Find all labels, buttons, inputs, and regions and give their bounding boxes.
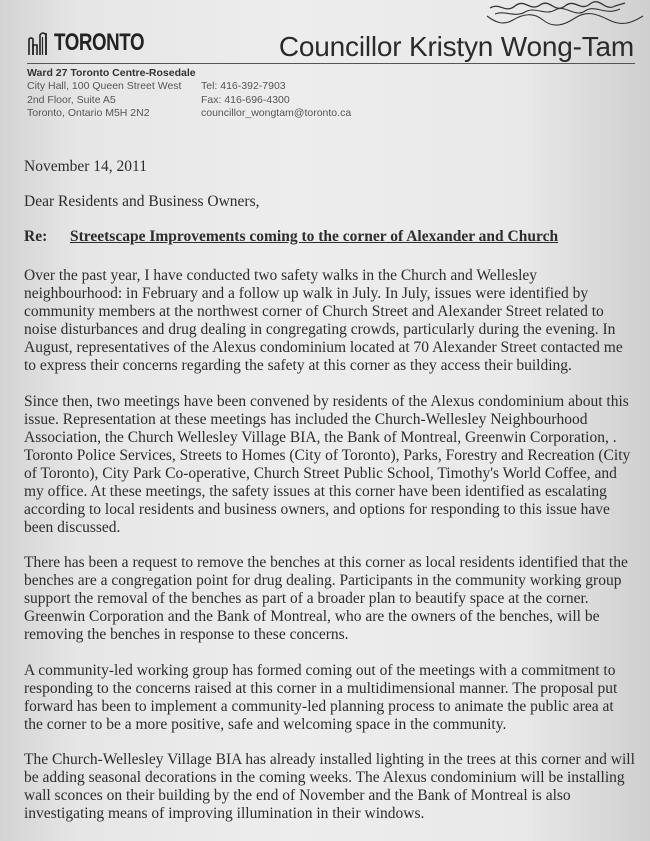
letter-date: November 14, 2011 [24, 158, 147, 175]
councillor-title: Councillor Kristyn Wong-Tam [278, 31, 634, 62]
paragraph-working-group: A community-led working group has formed coming out of the meetings with a commitment to responding to the concerns raised at this corner in a multidimensional manner. The proposal put forward has been to implement a community-led planning process to animate the public area at the corner to be a more positive, safe and welcoming space in the community. [24, 661, 618, 733]
email: councillor_wongtam@toronto.ca [201, 107, 352, 119]
address-line-2: 2nd Floor, Suite A5 [27, 93, 116, 106]
ward-name: Ward 27 Toronto Centre-Rosedale [27, 67, 196, 79]
toronto-logo [27, 31, 170, 55]
re-subject: Streetscape Improvements coming to the corner of Alexander and Church [70, 228, 559, 245]
office-address [27, 80, 181, 121]
address-line-1: City Hall, 100 Queen Street West [27, 80, 182, 92]
telephone: Tel: 416-392-7903 [201, 80, 286, 92]
fax: Fax: 416-696-4300 [201, 93, 290, 106]
signature-scribble-icon [485, 0, 645, 30]
paragraph-benches: There has been a request to remove the benches at this corner as local residents identified that the benches are a congregation point for drug dealing. Participants in the community working group support the removal of the benches as part of a broader plan to beautify space at the corner. Greenwin Corporation and the Bank of Montreal, who are the owners of the benches, will be removing the benches in response to these concerns. [24, 554, 628, 643]
paragraph-meetings: Since then, two meetings have been convened by residents of the Alexus condominium about this issue. Representation at these meetings has included the Church-Wellesley Neighbourhood Association, the Church Wellesley Village BIA, the Bank of Montreal, Greenwin Corporation, . Toronto Police Services, Streets to Homes (City of Toronto), Parks, Forestry and Recreation (City of Toronto), City Park Co-operative, Church Street Public School, Timothy's World Coffee, and my office. At these meetings, the safety issues at this corner have been identified as escalating according to local residents and business owners, and options for responding to this issue have been discussed. [24, 392, 631, 536]
re-label: Re: [24, 228, 48, 245]
salutation: Dear Residents and Business Owners, [24, 193, 260, 210]
subject-line [24, 228, 636, 246]
header-divider [27, 63, 635, 64]
toronto-wordmark: TORONTO [54, 29, 145, 56]
paragraph-lighting: The Church-Wellesley Village BIA has already installed lighting in the trees at this corner and will be adding seasonal decorations in the coming weeks. The Alexus condominium will be installing wall sconces on their building by the end of November and the Bank of Montreal is also investigating means of improving illumination in their windows. [24, 751, 635, 822]
address-line-3: Toronto, Ontario M5H 2N2 [27, 107, 150, 119]
letter-body [24, 158, 636, 841]
paragraph-safety-walks: Over the past year, I have conducted two safety walks in the Church and Wellesley neighbourhood: in February and a follow up walk in July. In July, issues were identified by community members at the northwest corner of Church Street and Alexander Street related to noise disturbances and drug dealing in congregating crowds, particularly during the evening. In August, representatives of the Alexus condominium located at 70 Alexander Street contacted me to express their concerns regarding the safety at this corner as they access their building. [24, 267, 623, 374]
contact-info [201, 80, 351, 121]
city-hall-towers-icon [27, 31, 51, 55]
